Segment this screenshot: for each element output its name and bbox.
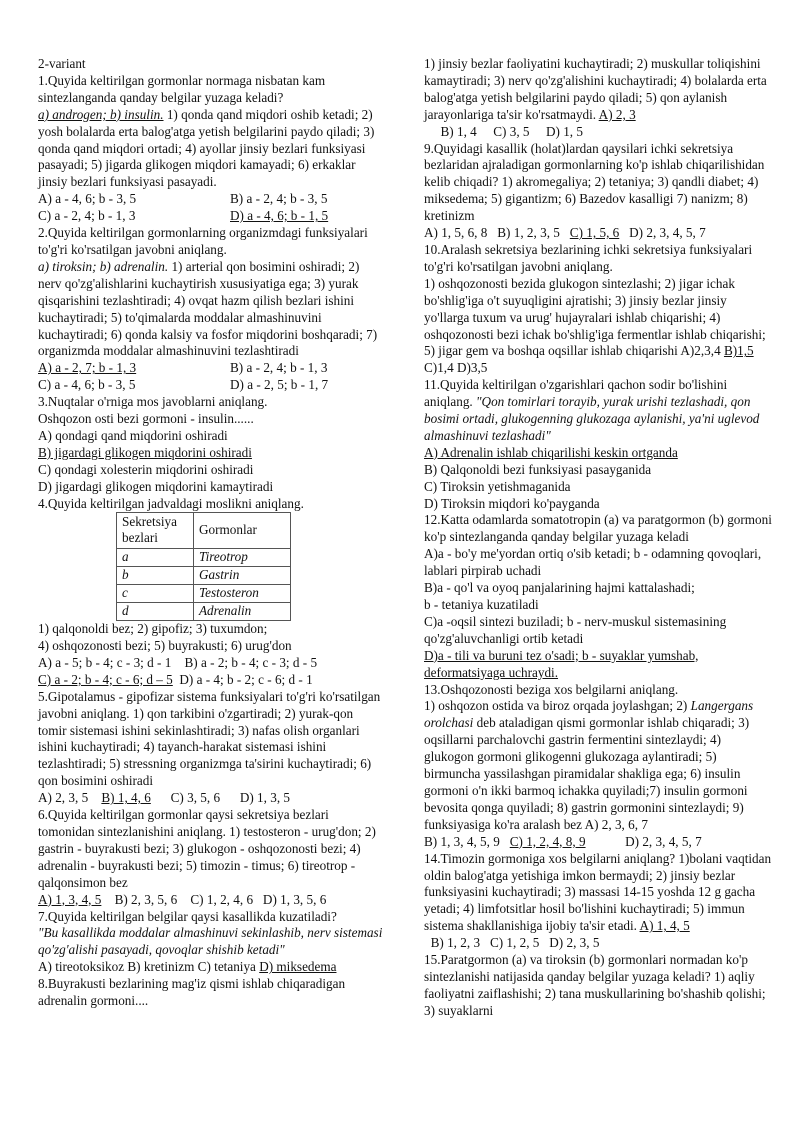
lead-italic: a) androgen; b) insulin. bbox=[38, 106, 164, 122]
question-text: 13.Oshqozonosti beziga xos belgilarni aniqlang. bbox=[424, 681, 679, 697]
item-list: 1) jinsiy bezlar faoliyatini kuchaytiradi; 2) muskullar toliqishini kamaytiradi; 3) nerv qo'zg'alishini kuchaytiradi; 4) bolalarda erta balog'atga yetish belgilarini paydo qiladi; 5) qon aylanish jarayonlariga ta'sir ko'rsatmaydi. bbox=[424, 56, 767, 122]
option-c[interactable]: C)a -oqsil sintezi buziladi; b - nerv-muskul sistemasining qo'zg'aluvchanligi ortib ketadi bbox=[424, 613, 727, 646]
options-b-c-d[interactable]: B) 2, 3, 5, 6 C) 1, 2, 4, 6 D) 1, 3, 5, 6 bbox=[101, 891, 327, 907]
question-9 bbox=[424, 141, 774, 242]
question-text: 14.Timozin gormoniga xos belgilarni aniqlang? 1)bolani vaqtidan oldin balog'atga yetishiga imkon bermaydi; 2) jinsiy bezlar funksiyasini kuchaytiradi; 3) massasi 14-15 yoshda 12 g gacha yetadi; 4) limfotsitlar hosil bo'lishini kuchaytiradi; 5) immun sistema shakllanishiga ijobiy ta'sir etadi. bbox=[424, 850, 772, 934]
table-header bbox=[117, 513, 291, 549]
question-body bbox=[38, 107, 384, 192]
option-d-correct[interactable]: D) miksedema bbox=[259, 959, 337, 975]
question-7 bbox=[38, 909, 384, 977]
lead-italic: a) tiroksin; b) adrenalin. bbox=[38, 258, 169, 274]
options-line bbox=[38, 959, 384, 976]
option-d[interactable]: D) a - 2, 5; b - 1, 7 bbox=[230, 377, 329, 393]
row-letter: b bbox=[117, 567, 194, 585]
option-b-correct[interactable]: B) 1, 4, 6 bbox=[101, 790, 151, 806]
option-a-correct[interactable]: A) 1, 3, 4, 5 bbox=[38, 891, 102, 907]
question-15 bbox=[424, 952, 774, 1020]
question-body bbox=[424, 851, 774, 952]
question-5 bbox=[38, 689, 384, 807]
question-text: 2.Quyida keltirilgan gormonlarning organizmdagi funksiyalari to'g'ri ko'rsatilgan javobni aniqlang. bbox=[38, 225, 368, 257]
question-text: 4.Quyida keltirilgan jadvaldagi moslikni aniqlang. bbox=[38, 495, 304, 511]
item-list: 1) oshqozonosti bezida glukogon sintezlashi; 2) jigar ichak bo'shlig'iga o't suyuqligini ajratishi; 3) jinsiy bezlar jinsiy yo'llarga tuxum va urug' hujayralari ishlab chiqarishi; 4) oshqozonosti bezi ichak bo'shlig'iga fermentlar ishlab chiqarishi; 5) jigar gem va boshqa oqsillar ishlab chiqarishi A)2,3,4 bbox=[424, 275, 766, 359]
option-b-correct[interactable]: B)1,5 bbox=[723, 343, 754, 359]
item-list-part-1: 1) oshqozon ostida va biroz orqada joylashgan; 2) bbox=[424, 698, 691, 714]
options-row bbox=[38, 377, 384, 394]
option-c[interactable]: C) Tiroksin yetishmaganida bbox=[424, 478, 571, 494]
header-hormones: Gormonlar bbox=[194, 513, 291, 549]
variant-title: 2-variant bbox=[38, 56, 86, 71]
question-text: 8.Buyrakusti bezlarining mag'iz qismi ishlab chiqaradigan adrenalin gormoni.... bbox=[38, 976, 346, 1009]
options-row bbox=[38, 360, 384, 377]
option-a-correct[interactable]: A) Adrenalin ishlab chiqarilishi keskin ortganda bbox=[424, 444, 678, 460]
question-body bbox=[424, 56, 774, 141]
question-quote: "Bu kasallikda moddalar almashinuvi sekinlashib, nerv sistemasi qo'zg'alishi pasayadi, qovoqlar shishib ketadi" bbox=[38, 925, 383, 958]
question-text: 1.Quyida keltirilgan gormonlar normaga nisbatan kam sintezlanganda qanday belgilar yuzaga keladi? bbox=[38, 72, 326, 105]
options-b-c-d[interactable]: B) 1, 4 C) 3, 5 D) 1, 5 bbox=[424, 123, 583, 139]
question-3 bbox=[38, 394, 384, 495]
question-14 bbox=[424, 851, 774, 952]
question-text: 9.Quyidagi kasallik (holat)lardan qaysilari ichki sekretsiya bezlaridan ajraladigan gormonlarning ko'p ishlab chiqarilishidan kelib chiqadi? 1) akromegaliya; 2) tetaniya; 3) qandli diabet; 4) miksedema; 5) gigantizm; 6) Bazedov kasalligi 7) nanizm; 8) kretinizm bbox=[424, 140, 765, 224]
question-8-continued bbox=[424, 56, 774, 141]
question-body bbox=[424, 276, 774, 377]
option-c-correct[interactable]: C) 1, 2, 4, 8, 9 bbox=[509, 833, 586, 849]
question-12 bbox=[424, 512, 774, 681]
question-text: 6.Quyida keltirilgan gormonlar qaysi sekretsiya bezlari tomonidan sintezlanishini aniqlang. 1) testosteron - urug'don; 2) gastrin - buyrakusti bezi; 3) glukogon - oshqozonosti bezi; 4) adrenalin - buyrakusti bezi; 5) timozin - timus; 6) tireotrop - qalqonsimon bez bbox=[38, 807, 376, 890]
options-line bbox=[38, 790, 384, 807]
option-d-correct[interactable]: D) a - 4, 6; b - 1, 5 bbox=[230, 208, 329, 224]
row-letter: d bbox=[117, 603, 194, 621]
question-lead: 11.Quyida keltirilgan o'zgarishlari qachon sodir bo'lishini aniqlang. bbox=[424, 377, 728, 410]
option-c-correct[interactable]: C) 1, 5, 6 bbox=[569, 225, 620, 241]
options-line bbox=[424, 834, 774, 851]
option-d[interactable]: D) Tiroksin miqdori ko'payganda bbox=[424, 495, 600, 511]
gland-list-line-2: 4) oshqozonosti bezi; 5) buyrakusti; 6) urug'don bbox=[38, 638, 292, 653]
option-a[interactable]: A) 2, 3, 5 bbox=[38, 790, 102, 806]
gland-list-line-1: 1) qalqonoldi bez; 2) gipofiz; 3) tuxumdon; bbox=[38, 621, 268, 637]
row-hormone: Gastrin bbox=[194, 567, 291, 585]
option-b[interactable]: B) Qalqonoldi bezi funksiyasi pasayganida bbox=[424, 461, 652, 477]
question-6 bbox=[38, 807, 384, 908]
options-row bbox=[38, 191, 384, 208]
question-1 bbox=[38, 73, 384, 225]
table-row bbox=[117, 603, 291, 621]
option-d[interactable]: D) jigardagi glikogen miqdorini kamaytiradi bbox=[38, 478, 274, 494]
question-body bbox=[38, 259, 384, 360]
option-c[interactable]: C) a - 4, 6; b - 3, 5 bbox=[38, 377, 136, 393]
option-c-correct[interactable]: C) a - 2; b - 4; c - 6; d – 5 bbox=[38, 671, 173, 687]
option-c[interactable]: C) a - 2, 4; b - 1, 3 bbox=[38, 208, 136, 224]
row-hormone: Adrenalin bbox=[194, 603, 291, 621]
option-a[interactable]: A) qondagi qand miqdorini oshiradi bbox=[38, 427, 228, 443]
table-row bbox=[117, 585, 291, 603]
item-list-part-2: deb ataladigan qismi gormonlar ishlab chiqaradi; 3) oqsillarni parchalovchi gastrin fermentini sintezlaydi; 4) glukogon gormoni glikogenni glukozaga aylantiradi; 5) birmuncha yassilashgan piramidalar shakliga ega; 6) insulin gormoni o'n ikki barmoq ichakka quyiladi;7) insulin gormoni bevosita qonga quyiladi; 8) gastrin gormonini sintezlaydi; 9) funksiyasiga ko'ra aralash bez A) 2, 3, 6, 7 bbox=[424, 715, 750, 832]
options-c-d bbox=[38, 672, 384, 689]
question-10 bbox=[424, 242, 774, 377]
right-column bbox=[424, 56, 774, 1020]
question-text: 3.Nuqtalar o'rniga mos javoblarni aniqlang. bbox=[38, 394, 268, 410]
question-8 bbox=[38, 976, 384, 1010]
question-text: 15.Paratgormon (a) va tiroksin (b) gormonlari normadan ko'p sintezlanishi natijasida qanday belgilar yuzaga keladi? 1) aqliy faoliyatni zaiflashishi; 2) tana muskullarining bo'shashib qolishi; 3) suyaklarni bbox=[424, 952, 766, 1018]
question-13 bbox=[424, 682, 774, 851]
option-d[interactable]: D) 2, 3, 4, 5, 7 bbox=[619, 225, 706, 241]
question-4 bbox=[38, 496, 384, 689]
option-d-correct[interactable]: D)a - tili va buruni tez o'sadi; b - suyaklar yumshab, deformatsiyaga uchraydi. bbox=[424, 647, 699, 680]
option-a[interactable]: A)a - bo'y me'yordan ortiq o'sib ketadi; b - odamning qovoqlari, lablari pirpirab uchadi bbox=[424, 546, 762, 579]
row-hormone: Testosteron bbox=[194, 585, 291, 603]
item-list: 1) qonda qand miqdori oshib ketadi; 2) yosh bolalarda erta balog'atga yetish belgilarini paydo qiladi; 3) qonda qand miqdori ortadi; 4) ayollar jinsiy bezlari funksiyasi pasayadi; 5) jigarda glikogen miqdori kamayadi; 6) erkaklar jinsiy bezlari funksiyasi pasayadi. bbox=[38, 106, 375, 190]
option-b-correct[interactable]: B) jigardagi glikogen miqdorini oshiradi bbox=[38, 444, 252, 460]
option-b-line-2[interactable]: b - tetaniya kuzatiladi bbox=[424, 597, 539, 612]
item-list: 1) arterial qon bosimini oshiradi; 2) nerv qo'zg'alishlarini kuchaytirish xususiyatiga ega; 3) yurak qisqarishini tezlashtiradi; 4) ovqat hazm qilish bezlari ishini kuchaytiradi; 5) to'qimalarda moddalar almashinuvini kuchaytiradi; 6) qonda kalsiy va fosfor miqdorini boshqaradi; 7) organizmda moddalar almashinuvini tezlashtiradi bbox=[38, 258, 378, 359]
row-hormone: Tireotrop bbox=[194, 549, 291, 567]
option-b-line-1[interactable]: B)a - qo'l va oyoq panjalarining hajmi kattalashadi; bbox=[424, 580, 695, 596]
option-b[interactable]: B) a - 2, 4; b - 1, 3 bbox=[230, 360, 328, 376]
options-a-b[interactable]: A) a - 5; b - 4; c - 3; d - 1 B) a - 2; b - 4; c - 3; d - 5 bbox=[38, 654, 318, 670]
option-a[interactable]: A) a - 4, 6; b - 3, 5 bbox=[38, 191, 137, 207]
options-b-c-d[interactable]: B) 1, 2, 3 C) 1, 2, 5 D) 2, 3, 5 bbox=[424, 935, 600, 951]
left-column bbox=[38, 56, 384, 1010]
question-text: 12.Katta odamlarda somatotropin (a) va paratgormon (b) gormoni ko'p sintezlanganda qanday belgilar yuzaga keladi bbox=[424, 512, 772, 545]
question-quote: "Qon tomirlari torayib, yurak urishi tezlashadi, qon bosimi ortadi, glukogenning glukozaga aylanishi, ya'ni uglevod almashinuvi tezlashadi" bbox=[424, 394, 760, 443]
options-c-d[interactable]: C) 3, 5, 6 D) 1, 3, 5 bbox=[150, 790, 291, 806]
matching-table bbox=[116, 512, 291, 621]
question-text: 7.Quyida keltirilgan belgilar qaysi kasallikda kuzatiladi? bbox=[38, 908, 337, 924]
option-a-correct[interactable]: A) a - 2, 7; b - 1, 3 bbox=[38, 360, 137, 376]
table-row bbox=[117, 549, 291, 567]
table-row bbox=[117, 567, 291, 585]
option-c[interactable]: C) qondagi xolesterin miqdorini oshiradi bbox=[38, 461, 254, 477]
options-row bbox=[38, 208, 384, 225]
italic-term: Langergans orolchasi bbox=[424, 698, 754, 731]
row-letter: c bbox=[117, 585, 194, 603]
question-text: 5.Gipotalamus - gipofizar sistema funksiyalari to'g'ri ko'rsatilgan javobni aniqlang. 1) qon tarkibini o'zgartiradi; 2) yurak-qon tomir sistemasi ishini sekinlashtiradi; 3) nafas olish organlari ishini kuchaytiradi; 4) tayanch-harakat sistemasi ishini tezlashtiradi; 5) stressning organizmga ta'sirini kuchaytiradi; 6) qon bosimini oshiradi bbox=[38, 688, 381, 789]
option-a-correct[interactable]: A) 1, 4, 5 bbox=[639, 918, 690, 934]
question-2 bbox=[38, 225, 384, 394]
question-body bbox=[424, 698, 774, 833]
options-line bbox=[424, 225, 774, 242]
option-d[interactable]: D) a - 4; b - 2; c - 6; d - 1 bbox=[172, 671, 313, 687]
option-a-correct[interactable]: A) 2, 3 bbox=[598, 106, 636, 122]
options-line bbox=[38, 892, 384, 909]
question-11 bbox=[424, 377, 774, 512]
options-a-b[interactable]: A) 1, 5, 6, 8 B) 1, 2, 3, 5 bbox=[424, 225, 570, 241]
question-text: 10.Aralash sekretsiya bezlarining ichki sekretsiya funksiyalari to'g'ri ko'rsatilgan javobni aniqlang. bbox=[424, 241, 753, 274]
option-b[interactable]: B) a - 2, 4; b - 3, 5 bbox=[230, 191, 328, 207]
option-d[interactable]: D) 2, 3, 4, 5, 7 bbox=[585, 833, 702, 849]
header-glands: Sekretsiya bezlari bbox=[117, 513, 194, 549]
row-letter: a bbox=[117, 549, 194, 567]
question-text bbox=[424, 377, 774, 445]
option-b[interactable]: B) 1, 3, 4, 5, 9 bbox=[424, 833, 510, 849]
question-prompt: Oshqozon osti bezi gormoni - insulin...... bbox=[38, 411, 254, 427]
options-a-b-c[interactable]: A) tireotoksikoz B) kretinizm C) tetaniya bbox=[38, 959, 260, 975]
options-c-d[interactable]: C)1,4 D)3,5 bbox=[424, 360, 488, 376]
